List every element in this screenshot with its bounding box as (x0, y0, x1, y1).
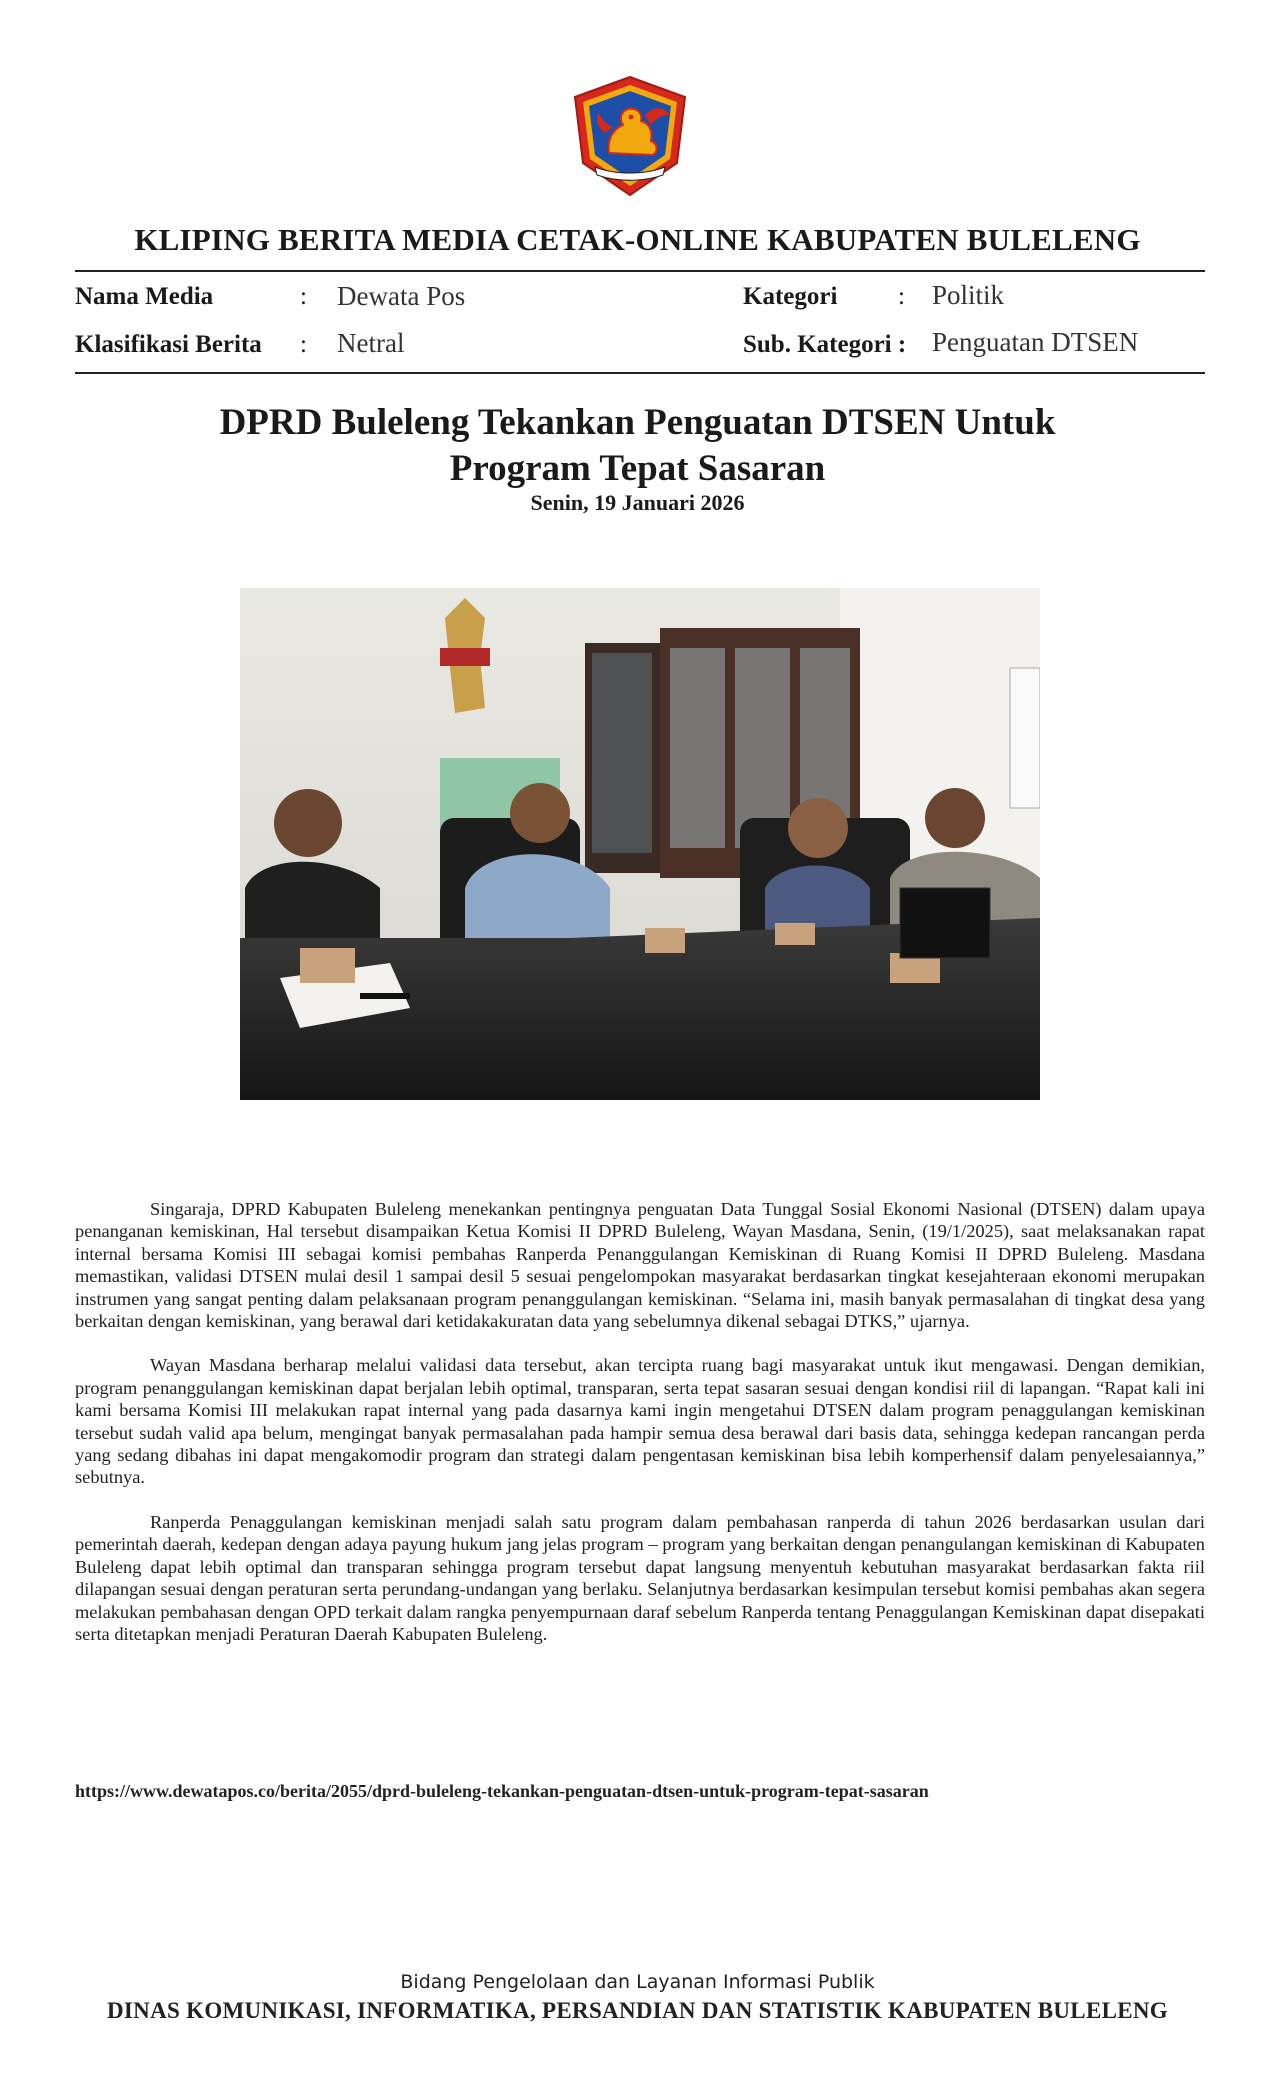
category-colon: : (898, 283, 905, 310)
article-date: Senin, 19 Januari 2026 (530, 490, 745, 515)
article-headline (75, 400, 1200, 492)
footer-subtitle: Bidang Pengelolaan dan Layanan Informasi Publik (400, 1971, 875, 1993)
media-colon: : (300, 283, 307, 310)
article-body (75, 1198, 1205, 1667)
paragraph-3: Ranperda Penaggulangan kemiskinan menjadi salah satu program dalam pembahasan ranperda di tahun 2026 berdasarkan usulan dari pemerintah daerah, kedepan dengan adaya payung hukum jang jelas program – program yang berkaitan dengan penangulangan kemiskinan di Kabupaten Buleleng dapat lebih optimal dan transparan sehingga program tersebut dapat langsung menyentuh kebutuhan masyarakat berdasarkan fakta riil dilapangan sesuai dengan peraturan serta perundang-undangan yang berlaku. Selanjutnya berdasarkan kesimpulan tersebut komisi pembahas akan segera melakukan pembahasan dengan OPD terkait dalam rangka penyempurnaan daraf sebelum Ranperda tentang Penaggulangan Kemiskinan dapat disepakati serta ditetapkan menjadi Peraturan Daerah Kabupaten Buleleng. (75, 1511, 1205, 1644)
classification-colon: : (300, 331, 307, 358)
paragraph-1: Singaraja, DPRD Kabupaten Buleleng menekankan pentingnya penguatan Data Tunggal Sosial Ekonomi Nasional (DTSEN) dalam upaya penanganan kemiskinan, Hal tersebut disampaikan Ketua Komisi II DPRD Buleleng, Wayan Masdana, Senin, (19/1/2025), saat melaksanakan rapat internal bersama Komisi III sebagai komisi pembahas Ranperda Penanggulangan Kemiskinan di Ruang Komisi II DPRD Buleleng. Masdana memastikan, validasi DTSEN mulai desil 1 sampai desil 5 sesuai pengelompokan masyarakat berdasarkan tingkat kesejahteraan ekonomi merupakan instrumen yang sangat penting dalam pelaksanaan program penanggulangan kemiskinan. “Selama ini, masih banyak permasalahan di tingkat desa yang berkaitan dengan kemiskinan, yang berawal dari ketidakakuratan data yang sebelumnya dikenal sebagai DTKS,” ujarnya. (75, 1199, 1205, 1332)
footer-title: DINAS KOMUNIKASI, INFORMATIKA, PERSANDIAN DAN STATISTIK KABUPATEN BULELENG (107, 1998, 1168, 2023)
classification-value: Netral (337, 328, 405, 358)
headline-line-2: Program Tepat Sasaran (449, 448, 826, 489)
header-rule-top (75, 270, 1205, 272)
category-label: Kategori (743, 283, 838, 310)
subcategory-label: Sub. Kategori : (743, 331, 907, 358)
header-rule-bottom (75, 372, 1205, 374)
regency-emblem-icon (565, 75, 695, 200)
headline-line-1: DPRD Buleleng Tekankan Penguatan DTSEN Untuk (219, 402, 1056, 443)
article-photo (240, 588, 1040, 1100)
media-label: Nama Media (75, 283, 214, 310)
paragraph-2: Wayan Masdana berharap melalui validasi data tersebut, akan tercipta ruang bagi masyarakat untuk ikut mengawasi. Dengan demikian, program penanggulangan kemiskinan dapat berjalan lebih optimal, transparan, serta tepat sasaran sesuai dengan kondisi riil di lapangan. “Rapat kali ini kami bersama Komisi III melakukan rapat internal yang pada dasarnya kami ingin mengetahui DTSEN dalam program penaggulangan kemiskinan tersebut sudah valid apa belum, mengingat banyak permasalahan pada hampir semua desa berawal dari basis data, sehingga kedepan rancangan perda yang sedang dibahas ini dapat mengakomodir program dan strategi dalam pengentasan kemiskinan bisa lebih komperhensif dalam penyelesaiannya,” sebutnya. (75, 1355, 1205, 1488)
media-value: Dewata Pos (337, 281, 466, 311)
classification-label: Klasifikasi Berita (75, 331, 262, 358)
source-url-link[interactable]: https://www.dewatapos.co/berita/2055/dprd-buleleng-tekankan-penguatan-dtsen-untuk-program-tepat-sasaran (75, 1781, 929, 1801)
document-title: KLIPING BERITA MEDIA CETAK-ONLINE KABUPATEN BULELENG (134, 222, 1141, 257)
category-value: Politik (932, 280, 1005, 310)
subcategory-value: Penguatan DTSEN (932, 327, 1139, 357)
